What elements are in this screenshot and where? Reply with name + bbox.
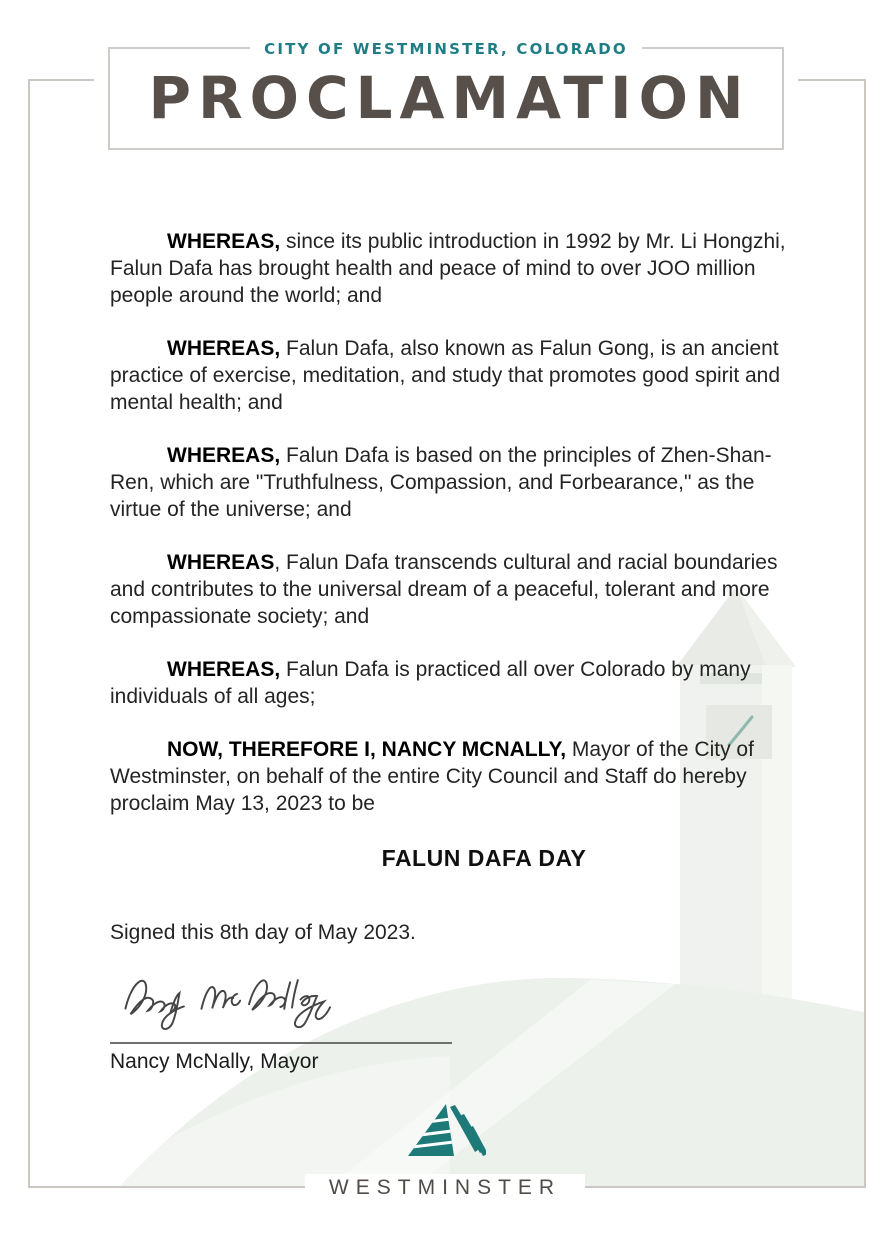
signed-statement: Signed this 8th day of May 2023. [110,921,416,944]
whereas-clause-2 [110,335,794,416]
whereas-clause-4 [110,549,794,630]
whereas-clause-1 [110,228,794,309]
clause-text: Falun Dafa is based on the principles of Zhen-Shan-Ren, which are "Truthfulness, Compassion, and Forbearance," as the virtue of the universe; and [110,444,772,521]
clause-text: Falun Dafa, also known as Falun Gong, is an ancient practice of exercise, meditation, and study that promotes good spirit and mental health; and [110,337,781,414]
clause-lead: WHEREAS [167,551,275,574]
clause-text: since its public introduction in 1992 by Mr. Li Hongzhi, Falun Dafa has brought health and peace of mind to over JOO million people around the world; and [110,230,786,307]
mayor-signature-image [116,956,354,1030]
clause-text: Falun Dafa is practiced all over Colorado by many individuals of all ages; [110,658,751,708]
proclamation-body [110,228,794,1075]
westminster-logo [404,1102,486,1165]
proclaimed-day-heading: FALUN DAFA DAY [381,845,587,871]
clause-lead: WHEREAS, [167,658,281,681]
page-title: PROCLAMATION [148,64,751,132]
clause-lead: NOW, THEREFORE I, NANCY MCNALLY, [167,738,567,761]
clause-lead: WHEREAS, [167,444,281,467]
clause-lead: WHEREAS, [167,337,281,360]
city-eyebrow-label: CITY OF WESTMINSTER, COLORADO [250,37,642,61]
westminster-mountain-icon [404,1102,486,1160]
footer-wordmark: WESTMINSTER [305,1174,585,1202]
signature-line [110,1042,452,1044]
signatory-name: Nancy McNally, Mayor [110,1050,319,1073]
clause-text: , Falun Dafa transcends cultural and racial boundaries and contributes to the universal dream of a peaceful, tolerant and more compassionate society; and [110,551,778,628]
therefore-clause [110,736,794,817]
clause-text: Mayor of the City of Westminster, on behalf of the entire City Council and Staff do hereby proclaim May 13, 2023 to be [110,738,754,815]
whereas-clause-3 [110,442,794,523]
clause-lead: WHEREAS, [167,230,281,253]
whereas-clause-5 [110,656,794,710]
header-box [108,40,784,150]
